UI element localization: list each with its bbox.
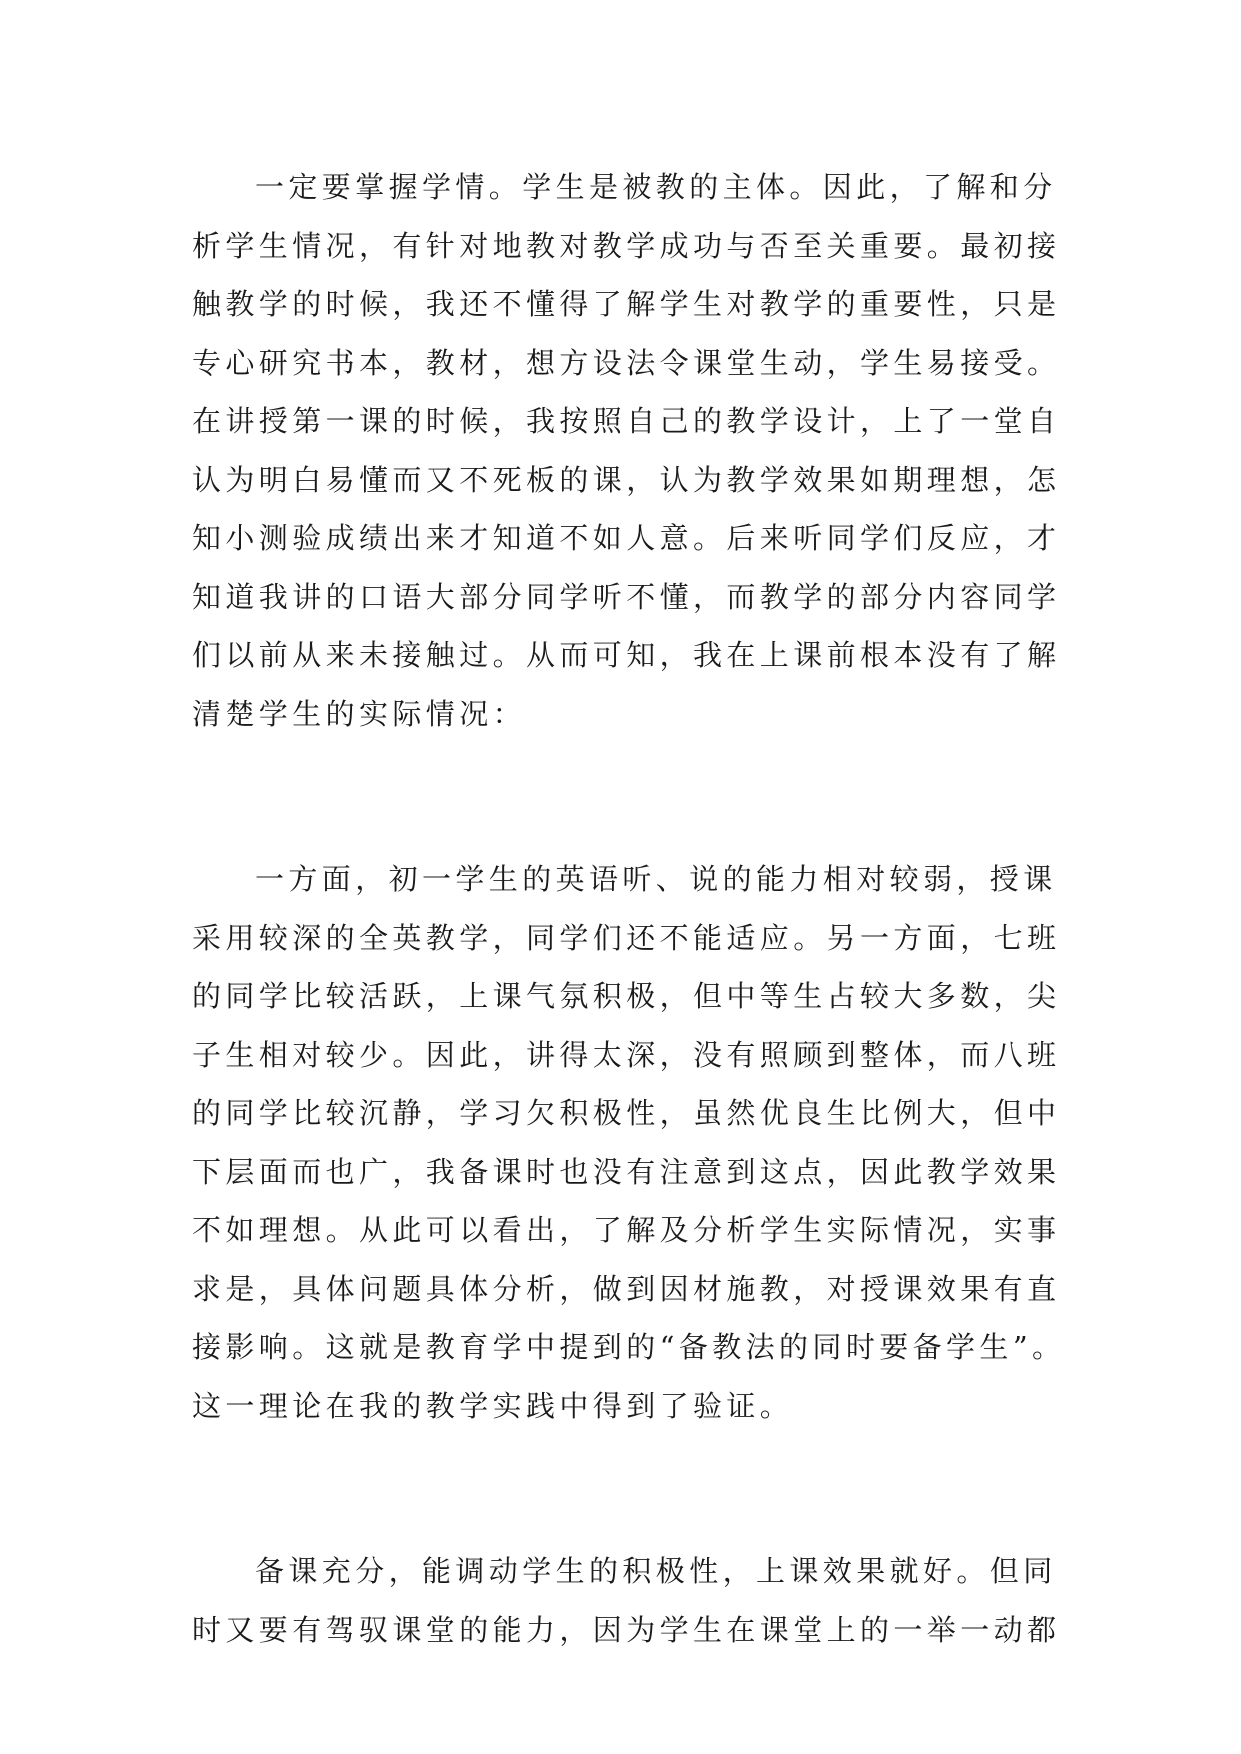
document-body: [192, 158, 1072, 1659]
text-line: 接影响。这就是教育学中提到的“备教法的同时要备学生”。: [192, 1330, 1066, 1364]
text-line: 这一理论在我的教学实践中得到了验证。: [192, 1388, 794, 1423]
text-line: 子生相对较少。因此，讲得太深，没有照顾到整体，而八班: [192, 1037, 1061, 1072]
paragraph-student-situation: [192, 158, 1072, 743]
paragraph-class-analysis: [192, 850, 1072, 1435]
text-line: 不如理想。从此可以看出，了解及分析学生实际情况，实事: [192, 1213, 1061, 1247]
text-line: 一定要掌握学情。学生是被教的主体。因此，了解和分: [255, 170, 1057, 204]
text-line: 一方面，初一学生的英语听、说的能力相对较弱，授课: [255, 862, 1057, 896]
text-line: 触教学的时候，我还不懂得了解学生对教学的重要性，只是: [192, 287, 1061, 321]
text-line: 认为明白易懂而又不死板的课，认为教学效果如期理想，怎: [192, 462, 1061, 497]
text-line: 清楚学生的实际情况：: [192, 696, 527, 731]
text-line: 在讲授第一课的时候，我按照自己的教学设计，上了一堂自: [192, 404, 1061, 438]
text-line: 时又要有驾驭课堂的能力，因为学生在课堂上的一举一动都: [192, 1612, 1061, 1647]
text-line: 下层面而也广，我备课时也没有注意到这点，因此教学效果: [192, 1154, 1061, 1189]
text-line: 备课充分，能调动学生的积极性，上课效果就好。但同: [255, 1554, 1057, 1588]
paragraph-spacer: [192, 1435, 1072, 1542]
text-line: 的同学比较活跃，上课气氛积极，但中等生占较大多数，尖: [192, 979, 1061, 1013]
text-line: 采用较深的全英教学，同学们还不能适应。另一方面，七班: [192, 920, 1061, 955]
text-line: 知小测验成绩出来才知道不如人意。后来听同学们反应，才: [192, 521, 1061, 555]
paragraph-spacer: [192, 743, 1072, 850]
text-line: 们以前从来未接触过。从而可知，我在上课前根本没有了解: [192, 638, 1061, 672]
paragraph-lesson-preparation: [192, 1542, 1072, 1659]
text-line: 求是，具体问题具体分析，做到因材施教，对授课效果有直: [192, 1271, 1061, 1306]
text-line: 的同学比较沉静，学习欠积极性，虽然优良生比例大，但中: [192, 1096, 1061, 1130]
text-line: 析学生情况，有针对地教对教学成功与否至关重要。最初接: [192, 228, 1061, 263]
text-line: 专心研究书本，教材，想方设法令课堂生动，学生易接受。: [192, 345, 1061, 380]
text-line: 知道我讲的口语大部分同学听不懂，而教学的部分内容同学: [192, 579, 1061, 614]
